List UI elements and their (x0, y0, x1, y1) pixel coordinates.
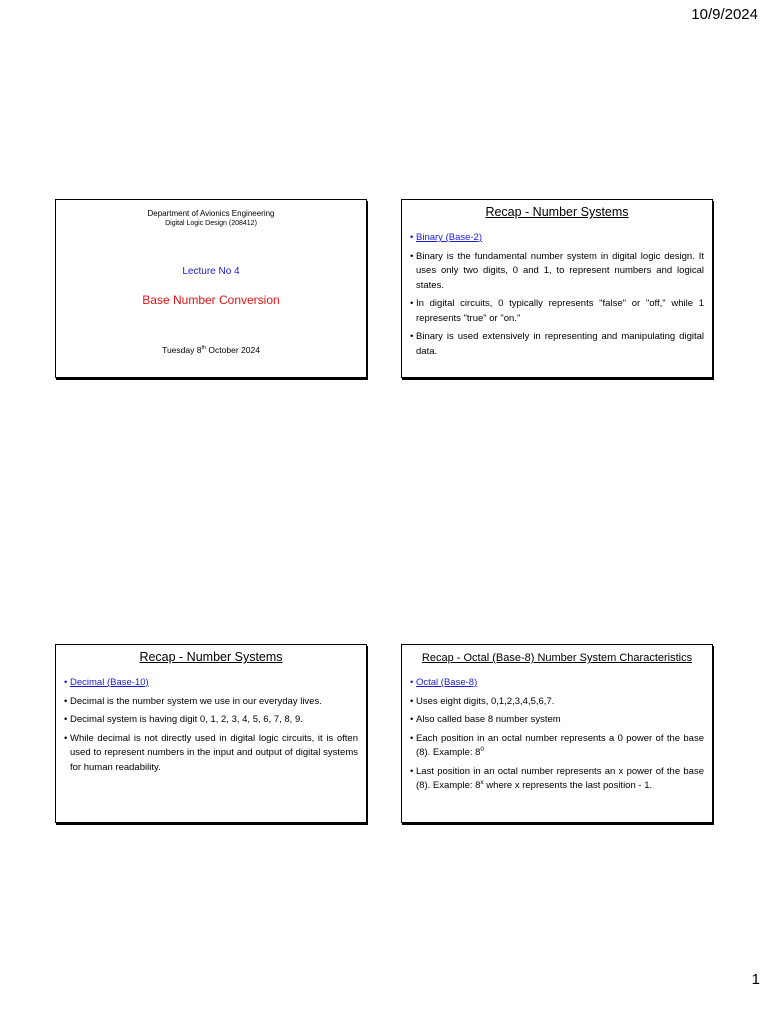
list-item: • Binary is used extensively in representing and manipulating digital data. (410, 330, 704, 359)
slide-title: Recap - Number Systems (485, 205, 629, 219)
list-item (410, 732, 704, 761)
list-item: • While decimal is not directly used in digital logic circuits, it is often used to represent numbers in the input and output of digital systems for human readability. (64, 732, 358, 776)
lecture-date-suffix: October 2024 (206, 345, 260, 355)
decimal-heading-link[interactable]: • Decimal (Base-10) (64, 676, 358, 691)
list-item: • Binary is the fundamental number system in digital logic design. It uses only two digits, 0 and 1, to represent numbers and logical states. (410, 250, 704, 294)
slide-title-card (55, 199, 367, 378)
list-item (410, 765, 704, 794)
exponent: 0 (480, 745, 485, 753)
slide-title: Recap - Number Systems (139, 650, 283, 664)
bullet-text-cont: where x represents the last position - 1. (483, 780, 653, 791)
lecture-topic: Base Number Conversion (142, 293, 280, 307)
course-name: Digital Logic Design (208412) (165, 220, 257, 227)
list-item: • Decimal is the number system we use in our everyday lives. (64, 695, 358, 710)
list-item: • Uses eight digits, 0,1,2,3,4,5,6,7. (410, 695, 704, 710)
list-item: • Decimal system is having digit 0, 1, 2, 3, 4, 5, 6, 7, 8, 9. (64, 713, 358, 728)
lecture-date-sup: th (201, 345, 207, 352)
bullet-text: Last position in an octal number represents an x power of the base (8). Example: 8 (416, 765, 704, 791)
slide-title: Recap - Octal (Base-8) Number System Characteristics (421, 652, 693, 664)
list-item: • In digital circuits, 0 typically represents "false" or "off," while 1 represents "true" or "on." (410, 297, 704, 326)
slide-content (64, 676, 358, 779)
lecture-number: Lecture No 4 (182, 266, 240, 277)
slide-binary (401, 199, 713, 378)
lecture-date (56, 345, 366, 355)
bullet-text: Each position in an octal number represents a 0 power of the base (8). Example: 8 (416, 732, 704, 758)
slide-content (410, 231, 704, 363)
octal-heading-link[interactable]: • Octal (Base-8) (410, 676, 704, 691)
lecture-date-prefix: Tuesday 8 (162, 345, 202, 355)
page-number: 1 (751, 971, 760, 988)
exponent: x (480, 778, 484, 786)
slide-octal (401, 644, 713, 823)
department-name: Department of Avionics Engineering (147, 209, 275, 218)
slide-decimal (55, 644, 367, 823)
page-date: 10/9/2024 (691, 6, 758, 23)
binary-heading-link[interactable]: • Binary (Base-2) (410, 231, 704, 246)
list-item: • Also called base 8 number system (410, 713, 704, 728)
slide-content (410, 676, 704, 798)
